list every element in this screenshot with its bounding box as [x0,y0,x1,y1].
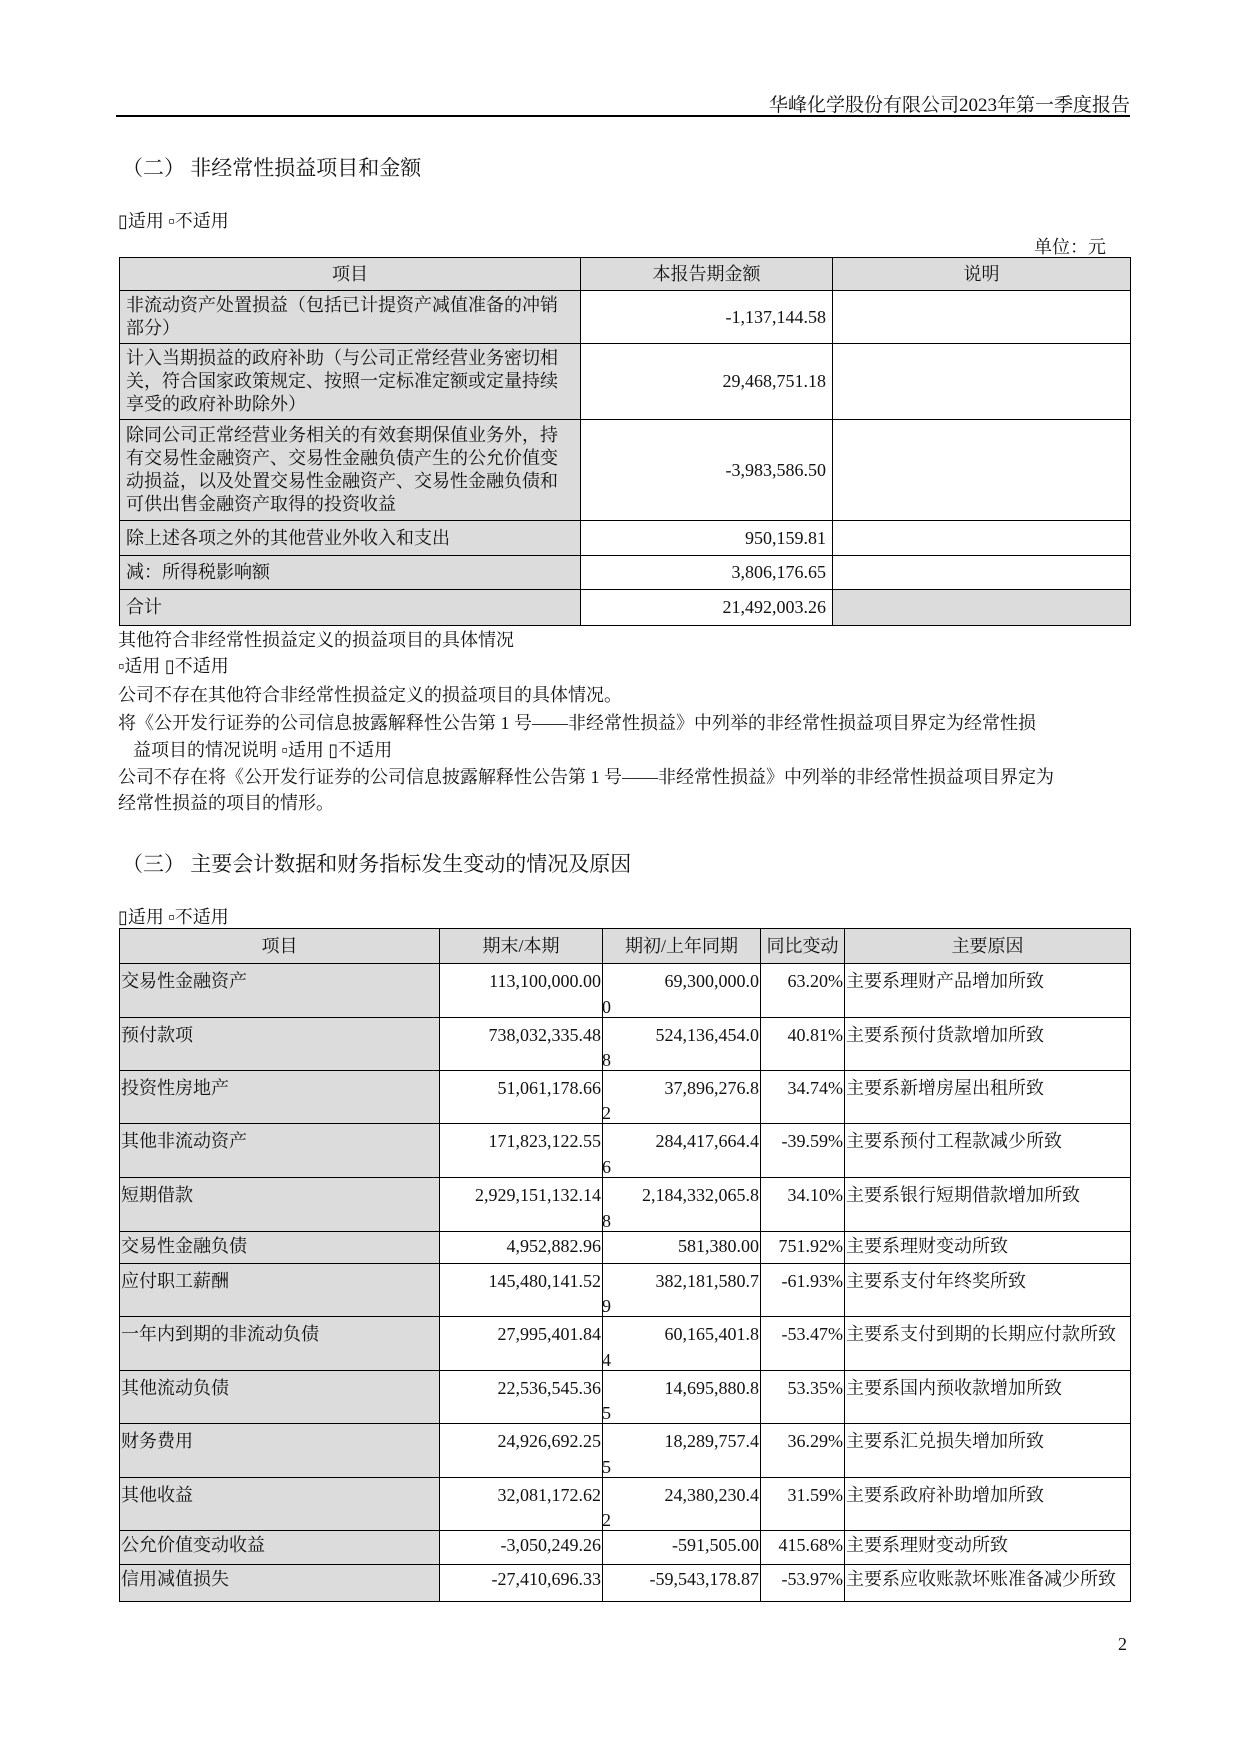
prior-value-wrap: 9 [602,1296,611,1316]
prior-value: 37,896,276.8 [664,1078,759,1098]
paragraph-line: 公司不存在其他符合非经常性损益定义的损益项目的具体情况。 [118,685,622,705]
paragraph-line: 经常性损益的项目的情形。 [118,793,334,813]
prior-value: -591,505.00 [672,1535,759,1555]
item-cell: 合计 [120,590,581,626]
table-row [120,420,1131,521]
item-cell: 非流动资产处置损益（包括已计提资产减值准备的冲销部分） [120,291,581,344]
paragraph-line: 其他符合非经常性损益定义的损益项目的具体情况 [118,630,514,650]
current-cell: 738,032,335.48 [440,1018,603,1071]
table-row [120,1264,1131,1317]
current-cell: 4,952,882.96 [440,1232,603,1264]
item-cell: 其他收益 [120,1478,440,1531]
item-cell: 除同公司正常经营业务相关的有效套期保值业务外，持有交易性金融资产、交易性金融负债产生的公允价值变动损益，以及处置交易性金融资产、交易性金融负债和可供出售金融资产取得的投资收益 [120,420,581,521]
table-row [120,1018,1131,1071]
table-row [120,344,1131,420]
amount-cell: 29,468,751.18 [581,344,833,420]
table-row [120,1317,1131,1371]
change-analysis-table [119,928,1131,1602]
reason-cell: 主要系理财变动所致 [845,1232,1131,1264]
table-row [120,1478,1131,1531]
prior-value-wrap: 5 [602,1403,611,1423]
section-2-title: （二） 非经常性损益项目和金额 [122,156,422,180]
note-cell [833,291,1131,344]
column-header: 本报告期金额 [581,258,833,291]
current-cell: -3,050,249.26 [440,1531,603,1565]
change-cell: 415.68% [761,1531,845,1565]
change-cell: 34.10% [761,1178,845,1232]
prior-cell [603,1018,761,1071]
change-cell: 36.29% [761,1424,845,1478]
table-row [120,1124,1131,1178]
reason-cell: 主要系汇兑损失增加所致 [845,1424,1131,1478]
unit-label: 单位：元 [1034,237,1106,257]
column-header: 项目 [120,929,440,964]
item-cell: 计入当期损益的政府补助（与公司正常经营业务密切相关，符合国家政策规定、按照一定标准定额或定量持续享受的政府补助除外） [120,344,581,420]
paragraph-line: 公司不存在将《公开发行证券的公司信息披露解释性公告第 1 号——非经常性损益》中列举的非经常性损益项目界定为 [118,767,1054,787]
reason-cell: 主要系支付年终奖所致 [845,1264,1131,1317]
amount-cell: -3,983,586.50 [581,420,833,521]
table-row [120,1531,1131,1565]
table-row [120,556,1131,590]
reason-cell: 主要系国内预收款增加所致 [845,1371,1131,1424]
note-cell [833,556,1131,590]
amount-cell: 950,159.81 [581,521,833,556]
prior-cell [603,1371,761,1424]
current-cell: 171,823,122.55 [440,1124,603,1178]
non-recurring-table [119,257,1131,626]
current-cell: 145,480,141.52 [440,1264,603,1317]
prior-cell [603,1478,761,1531]
prior-value-wrap: 2 [602,1103,611,1123]
section-3-applicable: ▯适用 ▫不适用 [118,907,229,927]
change-cell: 40.81% [761,1018,845,1071]
item-cell: 其他流动负债 [120,1371,440,1424]
section-2-applicable: ▯适用 ▫不适用 [118,211,229,231]
table-row [120,1371,1131,1424]
prior-cell [603,1124,761,1178]
prior-value: 69,300,000.0 [664,971,759,991]
table-row [120,1565,1131,1602]
change-cell: -39.59% [761,1124,845,1178]
item-cell: 除上述各项之外的其他营业外收入和支出 [120,521,581,556]
page-number: 2 [1118,1634,1127,1654]
note-cell [833,521,1131,556]
amount-cell: -1,137,144.58 [581,291,833,344]
prior-value-wrap: 0 [602,997,611,1017]
item-cell: 应付职工薪酬 [120,1264,440,1317]
change-cell: 31.59% [761,1478,845,1531]
change-cell: 751.92% [761,1232,845,1264]
item-cell: 交易性金融负债 [120,1232,440,1264]
table-row [120,964,1131,1018]
change-cell: 34.74% [761,1071,845,1124]
reason-cell: 主要系应收账款坏账准备减少所致 [845,1565,1131,1602]
current-cell: 24,926,692.25 [440,1424,603,1478]
prior-value-wrap: 2 [602,1510,611,1530]
table-row [120,521,1131,556]
column-header: 期初/上年同期 [603,929,761,964]
prior-cell [603,1232,761,1264]
prior-cell [603,1264,761,1317]
item-cell: 信用减值损失 [120,1565,440,1602]
table-row [120,1424,1131,1478]
prior-value: 24,380,230.4 [664,1485,759,1505]
item-cell: 短期借款 [120,1178,440,1232]
prior-value: 18,289,757.4 [664,1431,759,1451]
reason-cell: 主要系新增房屋出租所致 [845,1071,1131,1124]
current-cell: 22,536,545.36 [440,1371,603,1424]
note-cell [833,590,1131,626]
column-header: 同比变动 [761,929,845,964]
item-cell: 一年内到期的非流动负债 [120,1317,440,1371]
note-cell [833,344,1131,420]
section-3-title: （三） 主要会计数据和财务指标发生变动的情况及原因 [122,852,632,876]
change-cell: 63.20% [761,964,845,1018]
item-cell: 其他非流动资产 [120,1124,440,1178]
reason-cell: 主要系银行短期借款增加所致 [845,1178,1131,1232]
table-row [120,590,1131,626]
prior-value: 524,136,454.0 [655,1025,759,1045]
prior-value-wrap: 8 [602,1050,611,1070]
reason-cell: 主要系政府补助增加所致 [845,1478,1131,1531]
table-row [120,1232,1131,1264]
current-cell: -27,410,696.33 [440,1565,603,1602]
prior-value: 382,181,580.7 [655,1271,759,1291]
amount-cell: 3,806,176.65 [581,556,833,590]
item-cell: 交易性金融资产 [120,964,440,1018]
item-cell: 预付款项 [120,1018,440,1071]
column-header: 说明 [833,258,1131,291]
current-cell: 113,100,000.00 [440,964,603,1018]
reason-cell: 主要系理财变动所致 [845,1531,1131,1565]
prior-value-wrap: 8 [602,1211,611,1231]
reason-cell: 主要系预付货款增加所致 [845,1018,1131,1071]
prior-value: 2,184,332,065.8 [642,1185,759,1205]
table-row [120,291,1131,344]
prior-value: -59,543,178.87 [649,1569,759,1589]
column-header: 期末/本期 [440,929,603,964]
prior-value: 60,165,401.8 [664,1324,759,1344]
current-cell: 27,995,401.84 [440,1317,603,1371]
prior-cell [603,1531,761,1565]
change-cell: -53.97% [761,1565,845,1602]
prior-cell [603,1424,761,1478]
prior-value-wrap: 6 [602,1157,611,1177]
prior-value: 284,417,664.4 [655,1131,759,1151]
prior-cell [603,1071,761,1124]
prior-value-wrap: 4 [602,1350,611,1370]
current-cell: 2,929,151,132.14 [440,1178,603,1232]
table-header-row [120,258,1131,291]
paragraph-line: 将《公开发行证券的公司信息披露解释性公告第 1 号——非经常性损益》中列举的非经常性损益项目界定为经常性损 [118,713,1036,733]
reason-cell: 主要系支付到期的长期应付款所致 [845,1317,1131,1371]
paragraph-line: 益项目的情况说明 ▫适用 ▯不适用 [133,740,393,760]
prior-cell [603,1178,761,1232]
column-header: 主要原因 [845,929,1131,964]
item-cell: 财务费用 [120,1424,440,1478]
change-cell: 53.35% [761,1371,845,1424]
prior-value: 14,695,880.8 [664,1378,759,1398]
reason-cell: 主要系预付工程款减少所致 [845,1124,1131,1178]
prior-cell [603,1317,761,1371]
item-cell: 投资性房地产 [120,1071,440,1124]
prior-cell [603,1565,761,1602]
table-header-row [120,929,1131,964]
prior-value-wrap: 5 [602,1457,611,1477]
amount-cell: 21,492,003.26 [581,590,833,626]
current-cell: 51,061,178.66 [440,1071,603,1124]
prior-value: 581,380.00 [678,1236,759,1256]
item-cell: 减：所得税影响额 [120,556,581,590]
prior-cell [603,964,761,1018]
column-header: 项目 [120,258,581,291]
item-cell: 公允价值变动收益 [120,1531,440,1565]
paragraph-line: ▫适用 ▯不适用 [118,656,229,676]
change-cell: -53.47% [761,1317,845,1371]
table-row [120,1178,1131,1232]
header-divider [116,115,1130,117]
current-cell: 32,081,172.62 [440,1478,603,1531]
note-cell [833,420,1131,521]
table-row [120,1071,1131,1124]
page-header-title: 华峰化学股份有限公司2023年第一季度报告 [768,95,1130,116]
reason-cell: 主要系理财产品增加所致 [845,964,1131,1018]
change-cell: -61.93% [761,1264,845,1317]
